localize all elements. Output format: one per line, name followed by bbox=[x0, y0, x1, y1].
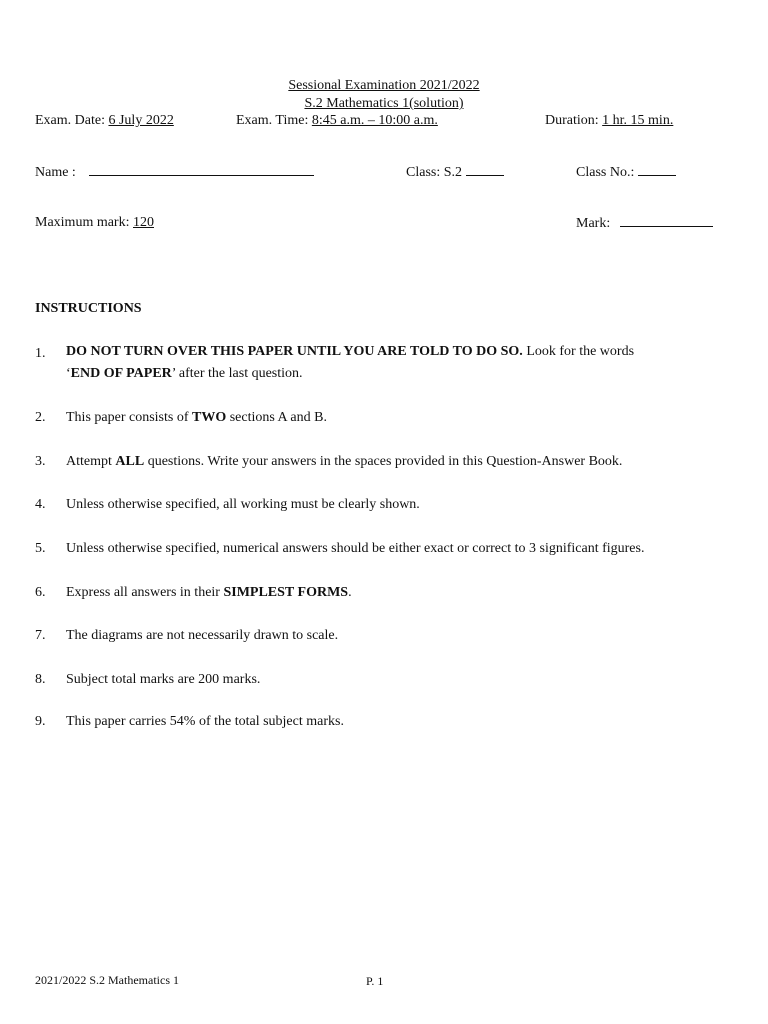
instruction-plain: Look for the words bbox=[522, 344, 635, 359]
instruction-bold: SIMPLEST FORMS bbox=[223, 585, 349, 600]
instruction-plain: Unless otherwise specified, numerical answers should be either exact or correct to 3 significant figures. bbox=[66, 541, 645, 556]
class-no-label: Class No.: bbox=[576, 165, 635, 180]
class-field bbox=[406, 163, 504, 182]
name-blank[interactable] bbox=[89, 163, 314, 176]
instruction-bold: DO NOT TURN OVER THIS PAPER UNTIL YOU ARE TOLD TO DO SO. bbox=[66, 344, 523, 359]
maximum-mark bbox=[35, 214, 154, 232]
class-label: Class: S.2 bbox=[406, 165, 463, 180]
duration bbox=[545, 112, 673, 130]
exam-time bbox=[236, 112, 438, 130]
instruction-text bbox=[66, 669, 260, 691]
mark-blank[interactable] bbox=[620, 214, 713, 227]
class-no-field bbox=[576, 163, 676, 182]
footer-page-number: P. 1 bbox=[366, 974, 384, 988]
paper-title-text: S.2 Mathematics 1(solution) bbox=[304, 96, 464, 111]
instruction-number: 1. bbox=[35, 346, 46, 361]
exam-date-value: 6 July 2022 bbox=[108, 113, 174, 128]
footer-paper-name: 2021/2022 S.2 Mathematics 1 bbox=[35, 973, 179, 987]
instruction-text bbox=[66, 625, 338, 647]
instruction-number: 8. bbox=[35, 672, 46, 687]
instruction-bold: END OF PAPER bbox=[70, 366, 172, 381]
exam-title-text: Sessional Examination 2021/2022 bbox=[288, 78, 480, 93]
exam-date-label: Exam. Date: bbox=[35, 113, 105, 128]
instruction-text bbox=[66, 341, 634, 363]
instruction-number: 9. bbox=[35, 714, 46, 729]
instruction-plain: This paper consists of bbox=[66, 410, 192, 425]
instruction-plain: The diagrams are not necessarily drawn to scale. bbox=[66, 628, 339, 643]
instruction-number: 4. bbox=[35, 497, 46, 512]
instruction-text bbox=[66, 407, 327, 429]
instruction-bold: ALL bbox=[115, 454, 145, 469]
instruction-plain: Attempt bbox=[66, 454, 116, 469]
instruction-plain: ‘ bbox=[66, 366, 71, 381]
duration-label: Duration: bbox=[545, 113, 599, 128]
instruction-number: 7. bbox=[35, 628, 46, 643]
maximum-mark-value: 120 bbox=[133, 215, 154, 230]
maximum-mark-label: Maximum mark: bbox=[35, 215, 130, 230]
instruction-text-line2 bbox=[66, 363, 303, 385]
exam-date bbox=[35, 112, 174, 130]
exam-time-value: 8:45 a.m. – 10:00 a.m. bbox=[311, 113, 438, 128]
instruction-text bbox=[66, 582, 352, 604]
class-no-blank[interactable] bbox=[638, 163, 676, 176]
instruction-text bbox=[66, 451, 622, 473]
instruction-bold: TWO bbox=[191, 410, 227, 425]
instruction-text bbox=[66, 538, 644, 560]
instructions-heading: INSTRUCTIONS bbox=[35, 301, 142, 316]
instruction-text bbox=[66, 711, 344, 733]
instruction-plain: sections A and B. bbox=[226, 410, 327, 425]
instruction-plain: Unless otherwise specified, all working must be clearly shown. bbox=[66, 497, 420, 512]
instruction-plain: Subject total marks are 200 marks. bbox=[66, 672, 261, 687]
paper-title bbox=[0, 95, 768, 113]
instruction-number: 2. bbox=[35, 410, 46, 425]
instruction-plain: This paper carries 54% of the total subject marks. bbox=[66, 714, 344, 729]
mark-field bbox=[576, 214, 713, 233]
exam-time-label: Exam. Time: bbox=[236, 113, 309, 128]
class-blank[interactable] bbox=[466, 163, 504, 176]
instruction-plain: Express all answers in their bbox=[66, 585, 224, 600]
name-field bbox=[35, 163, 314, 182]
mark-label: Mark: bbox=[576, 216, 611, 231]
instruction-number: 5. bbox=[35, 541, 46, 556]
instruction-number: 6. bbox=[35, 585, 46, 600]
instruction-number: 3. bbox=[35, 454, 46, 469]
instruction-text bbox=[66, 494, 420, 516]
name-label: Name : bbox=[35, 165, 76, 180]
instruction-plain: . bbox=[348, 585, 352, 600]
duration-value: 1 hr. 15 min. bbox=[602, 113, 674, 128]
instruction-plain: ’ after the last question. bbox=[171, 366, 303, 381]
instruction-plain: questions. Write your answers in the spaces provided in this Question-Answer Book. bbox=[144, 454, 623, 469]
exam-title bbox=[0, 77, 768, 95]
